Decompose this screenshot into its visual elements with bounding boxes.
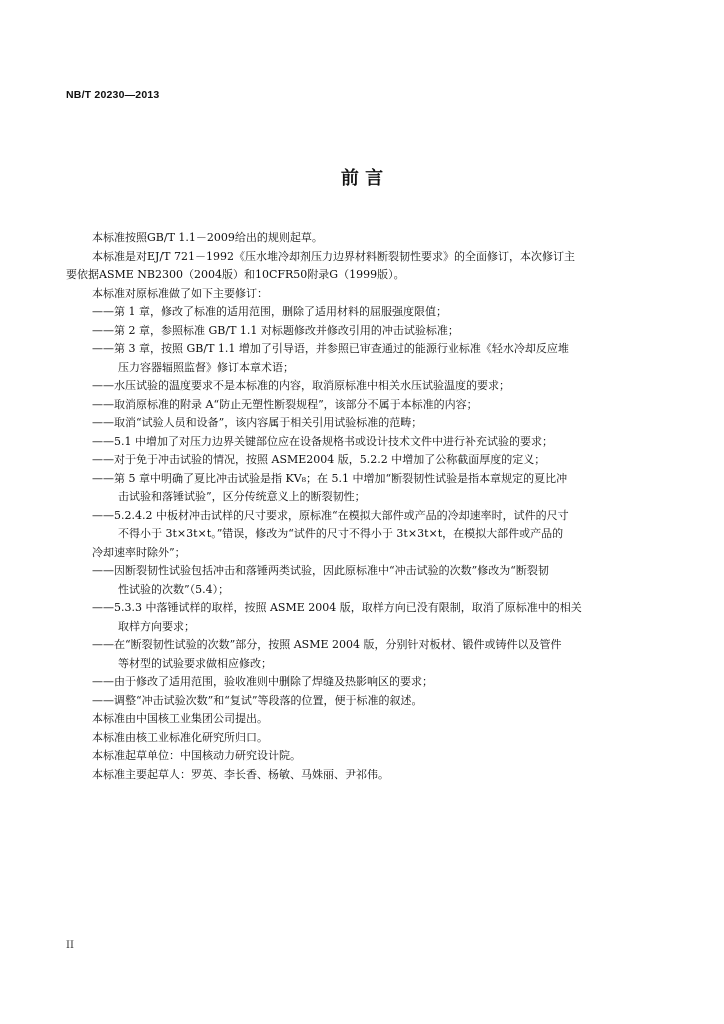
change-item-text: ——因断裂韧性试验包括冲击和落锤两类试验，因此原标准中“冲击试验的次数”修改为“断裂韧 — [92, 564, 549, 577]
paragraph-administered-by: 本标准由核工业标准化研究所归口。 — [92, 730, 268, 744]
change-item-text: ——5.2.4.2 中板材冲击试样的尺寸要求，原标准“在模拟大部件或产品的冷却速率时，试件的尺寸 — [92, 508, 569, 522]
change-item-text: ——取消“试验人员和设备”，该内容属于相关引用试验标准的范畴； — [92, 416, 423, 429]
change-item-text: ——对于免于冲击试验的情况，按照 ASME2004 版，5.2.2 中增加了公称截面厚度的定义； — [92, 453, 546, 466]
page-title: 前 言 — [340, 168, 384, 189]
change-item — [66, 377, 666, 396]
change-item — [66, 470, 666, 507]
change-item-continuation: 等材型的试验要求做相应修改； — [118, 656, 272, 670]
change-item-text: ——调整“冲击试验次数”和“复试”等段落的位置，便于标准的叙述。 — [92, 693, 423, 707]
change-item-text: ——5.3.3 中落锤试样的取样，按照 ASME 2004 版，取样方向已没有限制，取消了原标准中的相关 — [92, 601, 582, 614]
page-number: II — [66, 940, 74, 951]
paragraph-changes-intro: 本标准对原标准做了如下主要修订： — [92, 286, 268, 300]
change-item — [66, 599, 666, 636]
change-item-text: ——第 5 章中明确了夏比冲击试验是指 KV₈；在 5.1 中增加“断裂韧性试验是指本章规定的夏比冲 — [92, 471, 568, 485]
change-item — [66, 396, 666, 415]
change-item — [66, 322, 666, 341]
paragraph-drafters: 本标准主要起草人：罗英、李长香、杨敏、马姝丽、尹祁伟。 — [92, 767, 389, 781]
change-item — [66, 414, 666, 433]
change-item — [66, 636, 666, 673]
change-item-text: ——由于修改了适用范围，验收准则中删除了焊缝及热影响区的要求； — [92, 675, 433, 688]
paragraph-revision-basis: 本标准是对EJ/T 721－1992《压水堆冷却剂压力边界材料断裂韧性要求》的全面修订，本次修订主 — [92, 249, 575, 263]
paragraph-drafting-rules: 本标准按照GB/T 1.1－2009给出的规则起草。 — [92, 231, 323, 244]
paragraph-drafting-unit: 本标准起草单位：中国核动力研究设计院。 — [92, 749, 301, 762]
change-item — [66, 673, 666, 692]
change-item-continuation: 取样方向要求； — [118, 619, 195, 633]
change-item — [66, 433, 666, 452]
change-item-continuation: 击试验和落锤试验”，区分传统意义上的断裂韧性； — [118, 490, 366, 503]
paragraph-proposed-by: 本标准由中国核工业集团公司提出。 — [92, 712, 268, 725]
change-item — [66, 507, 666, 563]
change-item — [66, 562, 666, 599]
paragraph-revision-basis-cont: 要依据ASME NB2300（2004版）和10CFR50附录G（1999版）。 — [66, 268, 405, 281]
change-item-continuation: 性试验的次数”（5.4）； — [118, 582, 230, 596]
change-item-text: ——第 1 章，修改了标准的适用范围，删除了适用材料的屈服强度限值； — [92, 305, 447, 318]
foreword-body — [66, 229, 666, 784]
change-item-continuation: 冷却速率时除外”； — [92, 545, 186, 559]
change-item — [66, 451, 666, 470]
change-item-text: ——第 3 章，按照 GB/T 1.1 增加了引导语，并参照已审查通过的能源行业标准《轻水冷却反应堆 — [92, 342, 569, 355]
change-item — [66, 303, 666, 322]
change-item-text: ——5.1 中增加了对压力边界关键部位应在设备规格书或设计技术文件中进行补充试验的要求； — [92, 434, 553, 448]
change-item — [66, 340, 666, 377]
change-item — [66, 692, 666, 711]
change-item-text: ——第 2 章，参照标准 GB/T 1.1 对标题修改并修改引用的冲击试验标准； — [92, 323, 459, 337]
change-item-text: ——水压试验的温度要求不是本标准的内容，取消原标准中相关水压试验温度的要求； — [92, 379, 510, 392]
change-item-continuation: 不得小于 3t×3t×t。”错误，修改为“试件的尺寸不得小于 3t×3t×t，在模拟大部件或产品的 — [118, 527, 564, 540]
change-item-continuation: 压力容器辐照监督》修订本章术语； — [118, 360, 294, 374]
change-item-text: ——在“断裂韧性试验的次数”部分，按照 ASME 2004 版，分别针对板材、锻件或铸件以及管件 — [92, 638, 562, 651]
change-item-text: ——取消原标准的附录 A“防止无塑性断裂规程”，该部分不属于本标准的内容； — [92, 397, 478, 411]
standard-number: NB/T 20230—2013 — [66, 89, 160, 101]
